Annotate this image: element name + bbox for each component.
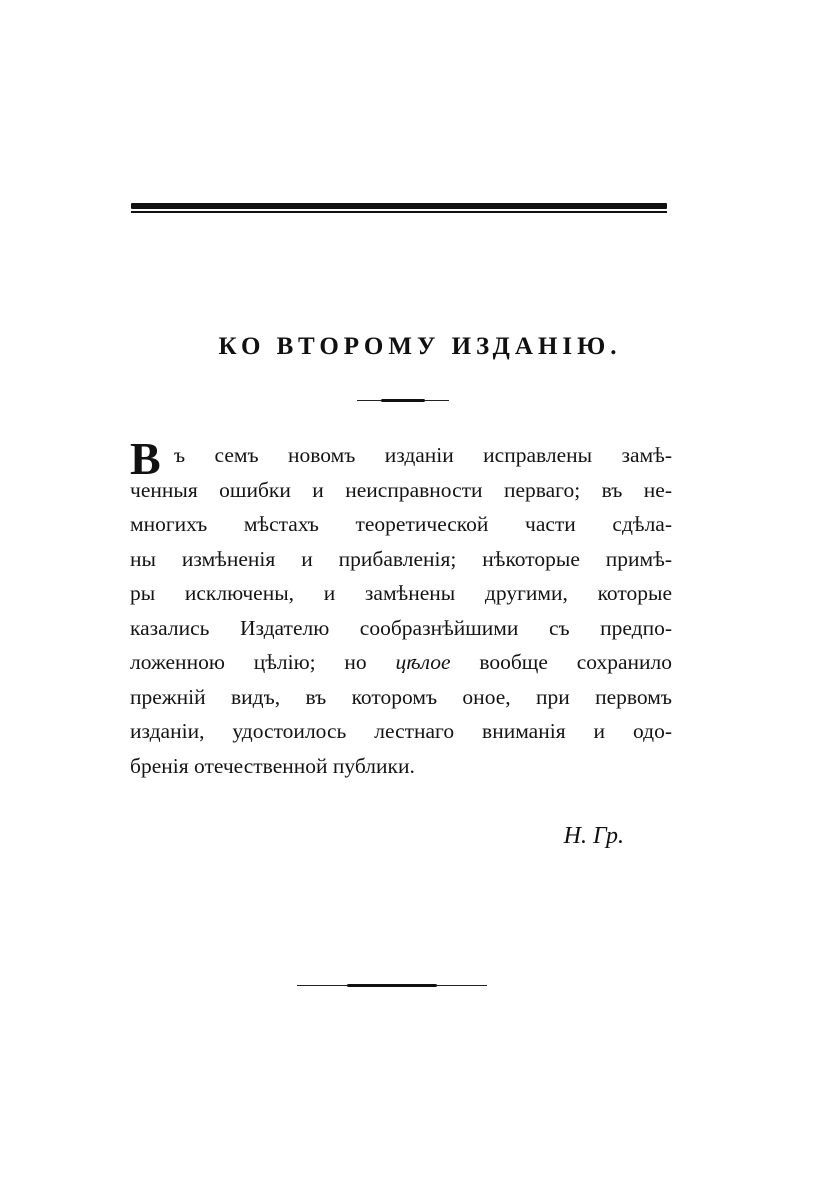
italic-word: цѣлое: [395, 650, 451, 674]
drop-cap: В: [130, 433, 161, 484]
signature: Н. Гр.: [563, 823, 624, 849]
paragraph-line: многихъ мѣстахъ теоретической части сдѣла-: [130, 512, 672, 536]
preface-paragraph: [130, 433, 672, 783]
top-rule-thick-line: [131, 203, 667, 209]
section-heading: КО ВТОРОМУ ИЗДАНIЮ.: [218, 333, 622, 360]
top-rule-thin-line: [131, 211, 667, 213]
top-double-rule: [131, 203, 667, 213]
paragraph-line: ложенною цѣлiю; но цѣлое вообще сохранило: [130, 650, 672, 674]
bottom-ornament-rule: [297, 984, 487, 988]
paragraph-line: ны измѣненiя и прибавленiя; нѣкоторые примѣ-: [130, 546, 672, 571]
paragraph-line: ченныя ошибки и неисправности перваго; въ не-: [130, 477, 672, 502]
paragraph-line: казались Издателю сообразнѣйшими съ предпо-: [130, 615, 672, 640]
paragraph-line: бренiя отечественной публики.: [130, 753, 415, 778]
paragraph-line: В ъ семъ новомъ изданiи исправлены замѣ-: [130, 433, 672, 484]
paragraph-line: ры исключены, и замѣнены другими, которые: [130, 581, 672, 605]
heading-ornament-rule: [357, 399, 449, 402]
paragraph-line: изданiи, удостоилось лестнаго вниманiя и одо-: [130, 719, 672, 743]
paragraph-line: прежнiй видъ, въ которомъ оное, при первомъ: [130, 684, 672, 709]
